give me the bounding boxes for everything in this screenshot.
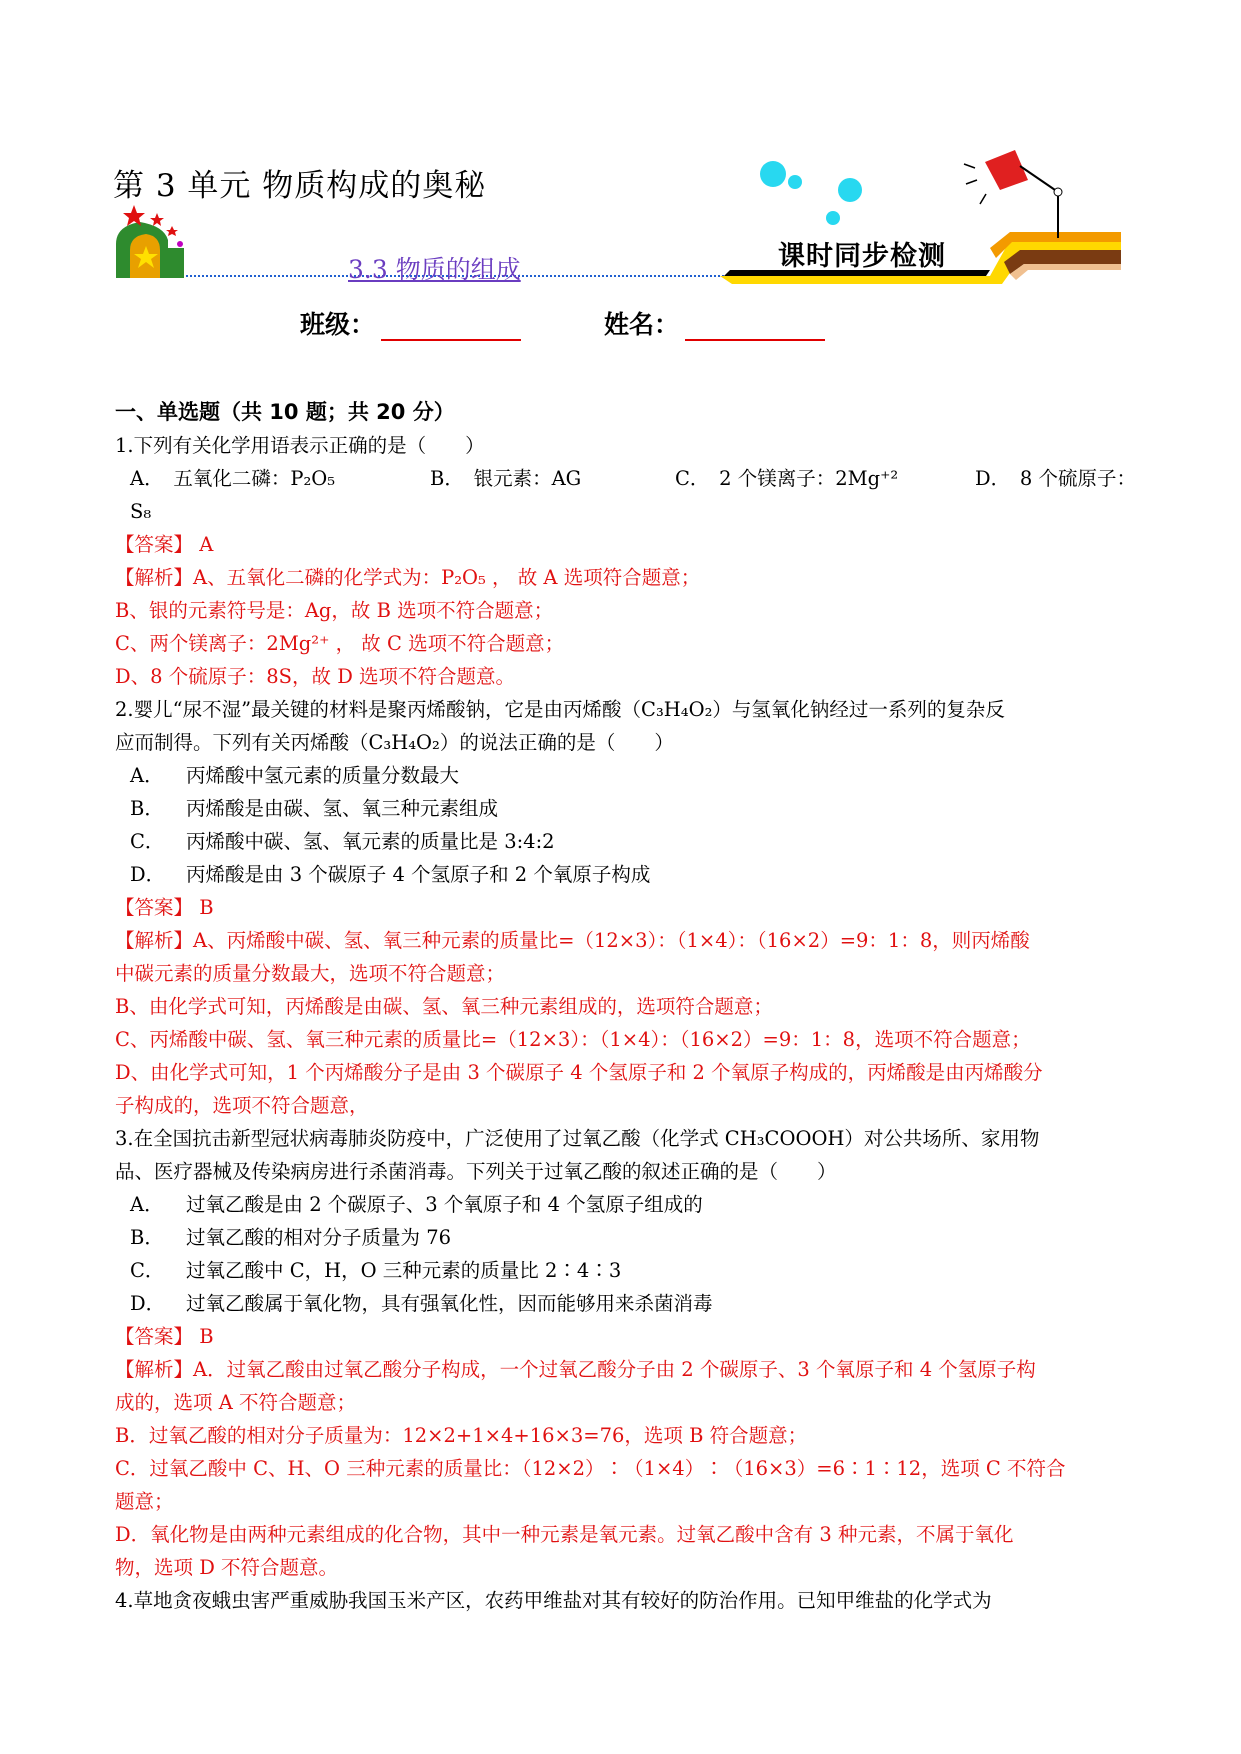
option-a: A． 五氧化二磷：P₂O₅ xyxy=(130,467,336,490)
option-label: D． xyxy=(130,1292,166,1315)
class-label: 班级： xyxy=(300,310,376,339)
option-c xyxy=(115,1254,1130,1287)
analysis-line: 成的，选项 A 不符合题意； xyxy=(115,1391,356,1414)
option-label: C． xyxy=(130,830,165,853)
lesson-title: 3.3 物质的组成 xyxy=(348,255,521,284)
question-stem: 1.下列有关化学用语表示正确的是（ ） xyxy=(115,434,485,457)
option-label: B． xyxy=(130,797,164,820)
analysis-line: D．氧化物是由两种元素组成的化合物，其中一种元素是氧元素。过氧乙酸中含有 3 种元素，不属于氧化 xyxy=(115,1523,1014,1546)
option-d xyxy=(115,858,1130,891)
option-text: 过氧乙酸中 C，H，O 三种元素的质量比 2∶4∶3 xyxy=(186,1259,622,1282)
option-d: D． 8 个硫原子： xyxy=(975,467,1136,490)
option-text: 丙烯酸中碳、氢、氧元素的质量比是 3:4:2 xyxy=(186,830,555,853)
analysis-line: 【解析】A、五氧化二磷的化学式为：P₂O₅ ， 故 A 选项符合题意； xyxy=(115,566,701,589)
option-a xyxy=(115,1188,1130,1221)
answer: 【答案】 B xyxy=(115,896,214,919)
question-stem: 2.婴儿“尿不湿”最关键的材料是聚丙烯酸钠，它是由丙烯酸（C₃H₄O₂）与氢氧化钠经过一系列的复杂反 xyxy=(115,698,1005,721)
option-d-wrap: S₈ xyxy=(130,500,152,523)
unit-title: 第 3 单元 物质构成的奥秘 xyxy=(113,168,487,204)
analysis-line: 【解析】A、丙烯酸中碳、氢、氧三种元素的质量比=（12×3）：（1×4）：（16×2）=9：1：8，则丙烯酸 xyxy=(115,929,1030,952)
analysis-line: C、两个镁离子：2Mg²⁺ ， 故 C 选项不符合题意； xyxy=(115,632,565,655)
option-c xyxy=(115,825,1130,858)
badge-text: 课时同步检测 xyxy=(778,241,946,272)
answer: 【答案】 B xyxy=(115,1325,214,1348)
option-label: B． xyxy=(130,1226,164,1249)
analysis-line: B、银的元素符号是：Ag，故 B 选项不符合题意； xyxy=(115,599,554,622)
analysis-line: 题意； xyxy=(115,1490,174,1513)
option-label: C． xyxy=(130,1259,165,1282)
analysis-line: 子构成的，选项不符合题意， xyxy=(115,1094,369,1117)
analysis-line: 中碳元素的质量分数最大，选项不符合题意； xyxy=(115,962,506,985)
option-label: D． xyxy=(130,863,166,886)
lamp-icon xyxy=(964,150,1062,238)
analysis-line: 物，选项 D 不符合题意。 xyxy=(115,1556,339,1579)
question-stem: 3.在全国抗击新型冠状病毒肺炎防疫中，广泛使用了过氧乙酸（化学式 CH₃COOOH）对公共场所、家用物 xyxy=(115,1127,1040,1150)
option-text: 过氧乙酸的相对分子质量为 76 xyxy=(186,1226,452,1249)
section-title: 一、单选题（共 10 题；共 20 分） xyxy=(115,400,455,424)
option-text: 丙烯酸是由 3 个碳原子 4 个氢原子和 2 个氧原子构成 xyxy=(186,863,651,886)
class-blank[interactable] xyxy=(381,313,521,341)
option-b: B． 银元素：AG xyxy=(430,467,582,490)
question-stem: 品、医疗器械及传染病房进行杀菌消毒。下列关于过氧乙酸的叙述正确的是（ ） xyxy=(115,1160,837,1183)
class-field[interactable] xyxy=(300,305,521,341)
option-row xyxy=(115,462,1136,495)
question-stem: 4.草地贪夜蛾虫害严重威胁我国玉米产区，农药甲维盐对其有较好的防治作用。已知甲维盐的化学式为 xyxy=(115,1589,992,1612)
name-label: 姓名： xyxy=(604,310,680,339)
option-b xyxy=(115,1221,1130,1254)
name-field[interactable] xyxy=(604,305,825,341)
option-text: 丙烯酸是由碳、氢、氧三种元素组成 xyxy=(186,797,499,820)
analysis-line: B、由化学式可知，丙烯酸是由碳、氢、氧三种元素组成的，选项符合题意； xyxy=(115,995,773,1018)
option-text: 丙烯酸中氢元素的质量分数最大 xyxy=(186,764,460,787)
analysis-line: B．过氧乙酸的相对分子质量为：12×2+1×4+16×3=76，选项 B 符合题意； xyxy=(115,1424,808,1447)
analysis-line: C．过氧乙酸中 C、H、O 三种元素的质量比：（12×2）∶（1×4）∶（16×3）=6∶1∶12，选项 C 不符合 xyxy=(115,1457,1066,1480)
analysis-line: C、丙烯酸中碳、氢、氧三种元素的质量比=（12×3）：（1×4）：（16×2）=9：1：8，选项不符合题意； xyxy=(115,1028,1031,1051)
bubble-icon xyxy=(760,161,862,225)
analysis-line: D、8 个硫原子：8S，故 D 选项不符合题意。 xyxy=(115,665,516,688)
option-label: A． xyxy=(130,764,164,787)
question-stem: 应而制得。下列有关丙烯酸（C₃H₄O₂）的说法正确的是（ ） xyxy=(115,731,674,754)
option-label: A． xyxy=(130,1193,164,1216)
answer: 【答案】 A xyxy=(115,533,214,556)
option-a xyxy=(115,759,1130,792)
worksheet-content xyxy=(115,396,1136,1617)
option-text: 过氧乙酸属于氧化物，具有强氧化性，因而能够用来杀菌消毒 xyxy=(186,1292,713,1315)
option-text: 过氧乙酸是由 2 个碳原子、3 个氧原子和 4 个氢原子组成的 xyxy=(186,1193,703,1216)
analysis-line: D、由化学式可知，1 个丙烯酸分子是由 3 个碳原子 4 个氢原子和 2 个氧原子构成的，丙烯酸是由丙烯酸分 xyxy=(115,1061,1043,1084)
name-blank[interactable] xyxy=(685,313,825,341)
worksheet-header xyxy=(0,0,1241,380)
option-c: C． 2 个镁离子：2Mg⁺² xyxy=(675,467,899,490)
analysis-line: 【解析】A．过氧乙酸由过氧乙酸分子构成，一个过氧乙酸分子由 2 个碳原子、3 个氧原子和 4 个氢原子构 xyxy=(115,1358,1036,1381)
option-d xyxy=(115,1287,1130,1320)
option-b xyxy=(115,792,1130,825)
